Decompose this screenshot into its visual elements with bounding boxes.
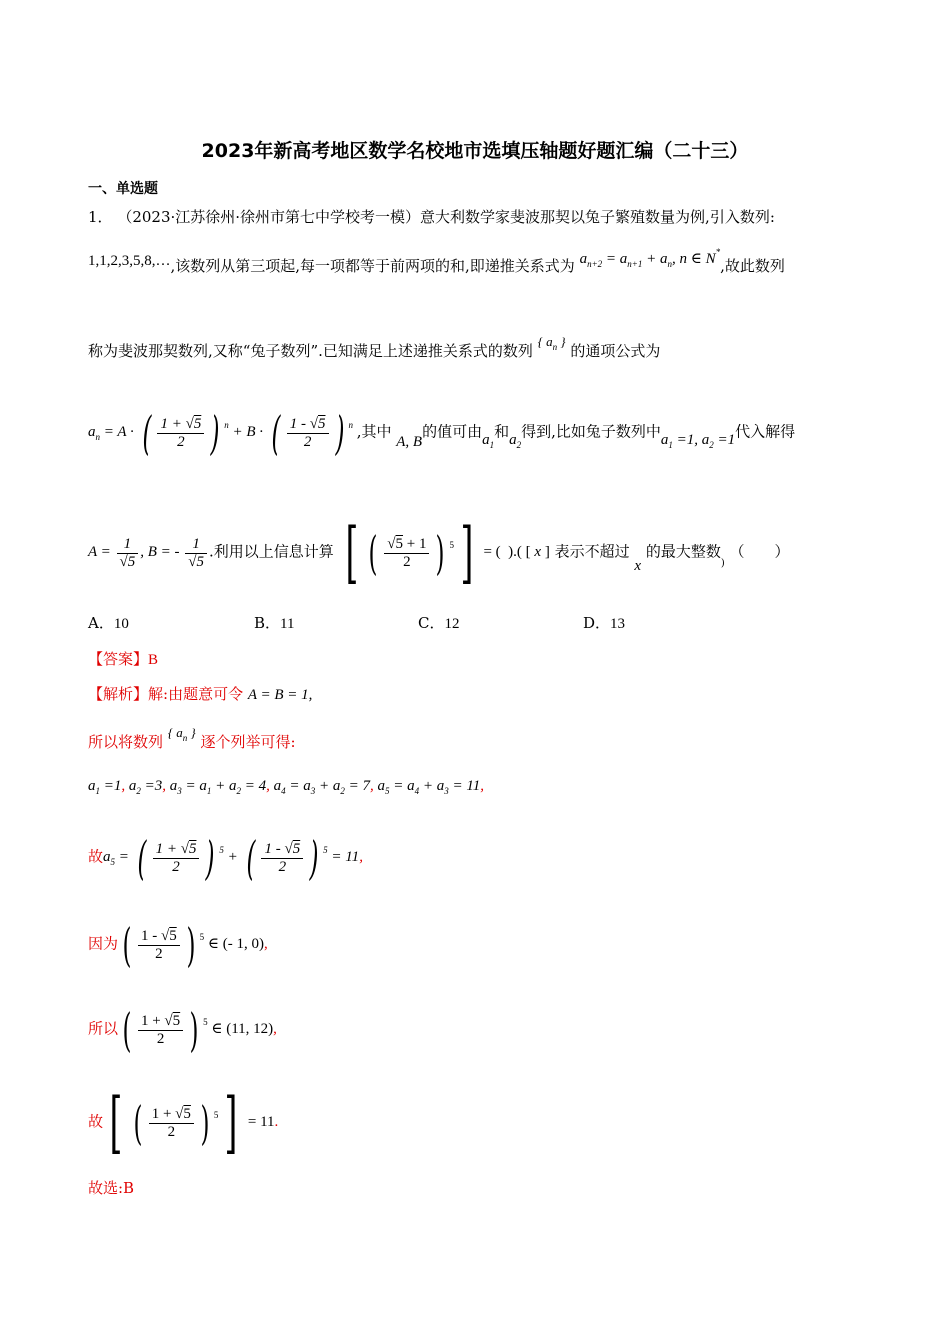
enumerated-terms: $a_1 =1$, $a_2 =3$, $a_3 = a_1 + a_2 = 4$, $a_4 = a_3 + a_2 = 7$, $a_5 = a_4 + a_3 = 11$, (88, 778, 485, 796)
initial-values: $a_1 =1$, $a_2 =1$ (660, 432, 736, 451)
final-choice: 故选:B (88, 1179, 135, 1197)
answer-label: 【答案】 (88, 650, 149, 668)
analysis-step-5: 因为( $\frac{1 - √5}{2}$ ) $^5$ ∈ (- 1, 0), (88, 918, 268, 972)
analysis-step-7: 故[ ( $\frac{1 + √5}{2}$ ) $^5$] = 11. (88, 1084, 279, 1161)
page-title: 2023年新高考地区数学名校地市选填压轴题好题汇编（二十三） (201, 140, 749, 162)
analysis-line: 【解析】解:由题意可令 A = B = 1, (88, 685, 313, 703)
question-1-line-3: 称为斐波那契数列,又称“兔子数列”.已知满足上述递推关系式的数列 { $a_n$ } 的通项公式为 (88, 334, 661, 360)
choice-b[interactable]: B．11 (254, 614, 295, 632)
question-intro: 意大利数学家斐波那契以兔子繁殖数量为例,引入数列: (420, 208, 775, 226)
analysis-step-2: 所以将数列 { $a_n$ } 逐个列举可得: (88, 725, 296, 751)
section-heading: 一、单选题 (88, 181, 158, 197)
recurrence-formula: $a_{n+2} = a_{n+1} + a_n$, n ∈ N* (579, 247, 721, 269)
choice-d[interactable]: D．13 (583, 614, 626, 632)
question-number: 1． (88, 208, 113, 226)
question-1-line-4: $a_n = A$ · ( $\frac{1 + √5}{2}$ ) $^n$ + B · ( $\frac{1 - √5}{2}$ ) $^n$ ,其中 A, B的值可由$a_1$和$a_2$得到,比如兔子数列中$a_1 =1$, $a_2 =1$代入解得 (88, 406, 796, 460)
analysis-step-6: 所以( $\frac{1 + √5}{2}$ ) $^5$ ∈ (11, 12), (88, 1003, 277, 1057)
analysis-step-4: 故$a_5$ = ( $\frac{1 + √5}{2}$ ) $^5$ + ( $\frac{1 - √5}{2}$ ) $^5$ = 11, (88, 831, 363, 885)
question-source: （2023·江苏徐州·徐州市第七中学校考一模） (117, 208, 421, 226)
recurrence-description: ,该数列从第三项起,每一项都等于前两项的和,即递推关系式为 (170, 257, 575, 275)
choice-c[interactable]: C．12 (418, 614, 460, 632)
general-term-formula: $a_n = A$ · ( $\frac{1 + √5}{2}$ ) $^n$ + B · ( $\frac{1 - √5}{2}$ ) $^n$ (88, 406, 353, 460)
choice-a[interactable]: A．10 (88, 614, 129, 632)
question-1-line-1 (88, 206, 775, 227)
sequence-an: { $a_n$ } (537, 334, 566, 352)
analysis-step-3 (88, 776, 484, 796)
question-1-line-2: 1,1,2,3,5,8,…,该数列从第三项起,每一项都等于前两项的和,即递推关系式为 $a_{n+2} = a_{n+1} + a_n$, n ∈ N*,故此数列 (88, 247, 785, 275)
analysis-label: 【解析】 (88, 685, 149, 703)
ab-vars: A, B (396, 434, 423, 451)
fibonacci-sequence: 1,1,2,3,5,8,… (88, 253, 171, 269)
ab-values: A = $\frac{1}{√5}$ , B = - $\frac{1}{√5}$ (88, 544, 209, 560)
floor-expression: [ ( $\frac{√5 + 1}{2}$ ) $^5$] = ( ).( [ x ] (345, 514, 550, 591)
answer-line (88, 648, 158, 669)
answer-value: B (148, 652, 159, 668)
question-1-line-5: A = $\frac{1}{√5}$ , B = - $\frac{1}{√5}$ .利用以上信息计算 [ ( $\frac{√5 + 1}{2}$ ) $^5$] = ( ).( [ x ] 表示不超过 x 的最大整数$_)$ （ ） (88, 514, 790, 591)
